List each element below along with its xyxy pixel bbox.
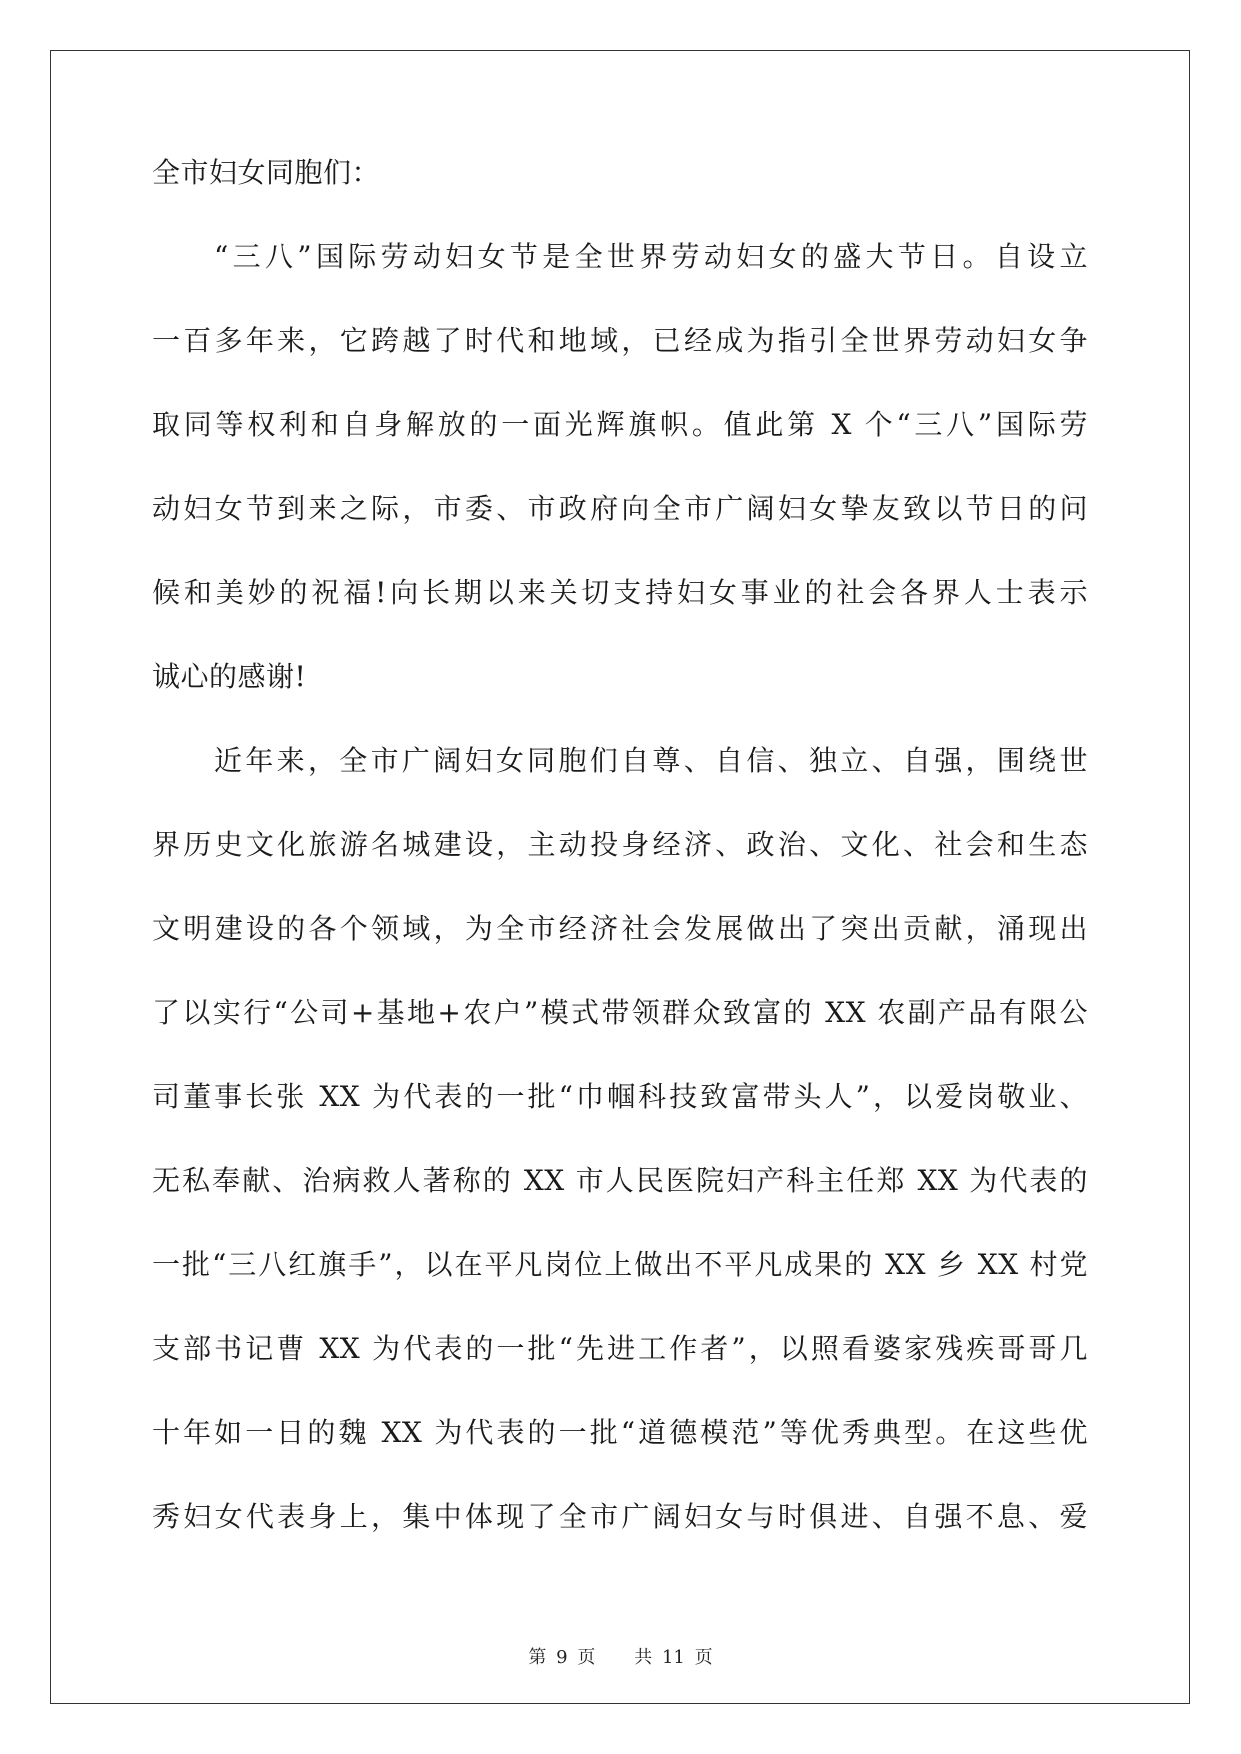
text-line: 了以实行“公司+基地+农户”模式带领群众致富的 XX 农副产品有限公	[152, 996, 1088, 1029]
text-line: “三八”国际劳动妇女节是全世界劳动妇女的盛大节日。自设立	[214, 240, 1088, 273]
page-footer	[0, 1646, 1241, 1670]
text-line: 秀妇女代表身上，集中体现了全市广阔妇女与时俱进、自强不息、爱	[152, 1500, 1088, 1533]
text-line: 一百多年来，它跨越了时代和地域，已经成为指引全世界劳动妇女争	[152, 324, 1088, 357]
text-line: 动妇女节到来之际，市委、市政府向全市广阔妇女挚友致以节日的问	[152, 492, 1088, 525]
text-line: 一批“三八红旗手”，以在平凡岗位上做出不平凡成果的 XX 乡 XX 村党	[152, 1248, 1088, 1281]
text-line: 无私奉献、治病救人著称的 XX 市人民医院妇产科主任郑 XX 为代表的	[152, 1164, 1088, 1197]
text-line: 诚心的感谢!	[152, 660, 307, 693]
text-line: 十年如一日的魏 XX 为代表的一批“道德模范”等优秀典型。在这些优	[152, 1416, 1088, 1449]
text-line: 支部书记曹 XX 为代表的一批“先进工作者”，以照看婆家残疾哥哥几	[152, 1332, 1088, 1365]
text-line: 全市妇女同胞们：	[152, 156, 381, 189]
text-line: 司董事长张 XX 为代表的一批“巾帼科技致富带头人”，以爱岗敬业、	[152, 1080, 1088, 1113]
document-body	[152, 158, 1088, 1586]
text-line: 取同等权利和自身解放的一面光辉旗帜。值此第 X 个“三八”国际劳	[152, 408, 1088, 441]
text-line: 近年来，全市广阔妇女同胞们自尊、自信、独立、自强，围绕世	[214, 744, 1088, 777]
page-number: 第 9 页	[528, 1647, 596, 1668]
text-line: 文明建设的各个领域，为全市经济社会发展做出了突出贡献，涌现出	[152, 912, 1088, 945]
text-line: 候和美妙的祝福!向长期以来关切支持妇女事业的社会各界人士表示	[152, 576, 1088, 609]
text-line: 界历史文化旅游名城建设，主动投身经济、政治、文化、社会和生态	[152, 828, 1088, 861]
total-pages: 共 11 页	[634, 1647, 713, 1668]
